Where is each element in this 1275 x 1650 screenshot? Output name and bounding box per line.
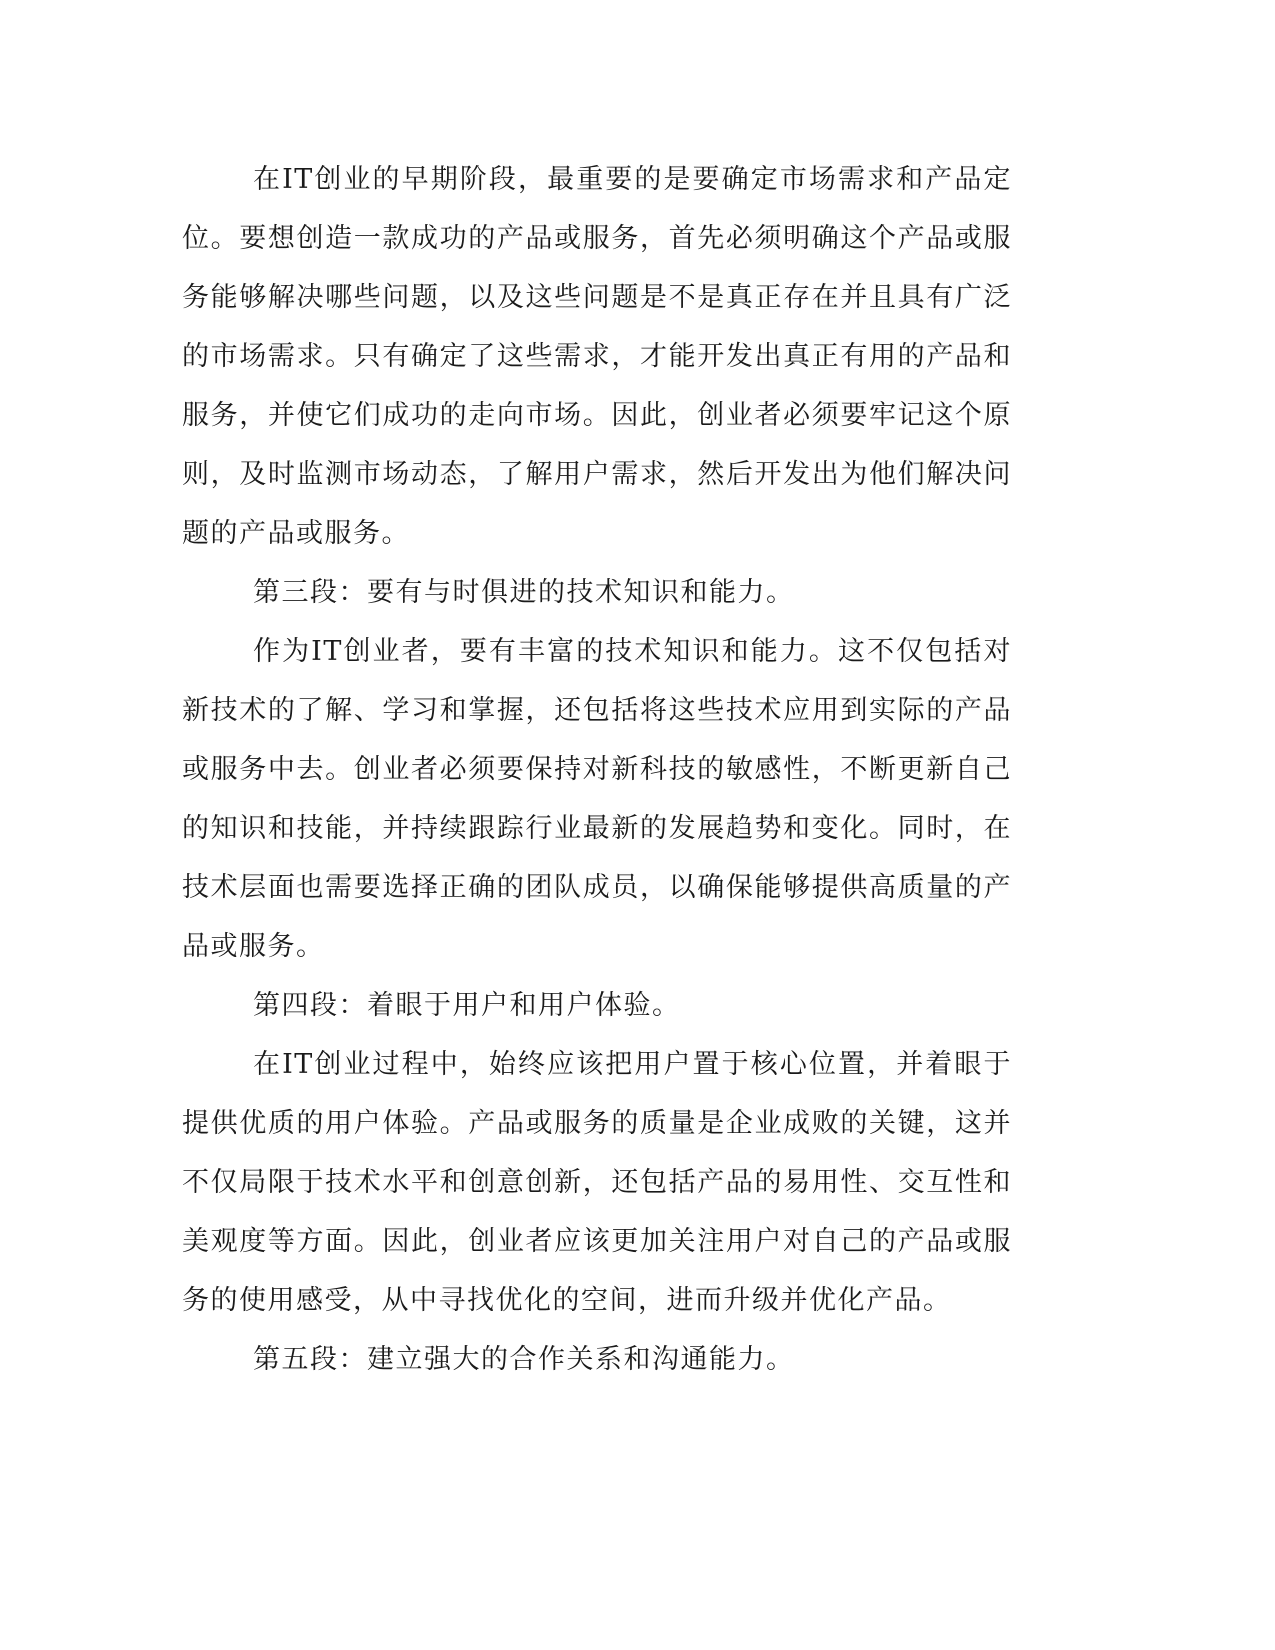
section-heading-4: 第四段：着眼于用户和用户体验。 — [253, 990, 681, 1021]
section-heading-5: 第五段：建立强大的合作关系和沟通能力。 — [253, 1344, 795, 1375]
section-heading-3: 第三段：要有与时俱进的技术知识和能力。 — [253, 577, 795, 608]
paragraph-user-experience: 在IT创业过程中，始终应该把用户置于核心位置，并着眼于提供优质的用户体验。产品或服务的质量是企业成败的关键，这并不仅局限于技术水平和创意创新，还包括产品的易用性、交互性和美观度等方面。因此，创业者应该更加关注用户对自己的产品或服务的使用感受，从中寻找优化的空间，进而升级并优化产品。 — [182, 1049, 1012, 1316]
paragraph-market-demand: 在IT创业的早期阶段，最重要的是要确定市场需求和产品定位。要想创造一款成功的产品或服务，首先必须明确这个产品或服务能够解决哪些问题，以及这些问题是不是真正存在并且具有广泛的市场需求。只有确定了这些需求，才能开发出真正有用的产品和服务，并使它们成功的走向市场。因此，创业者必须要牢记这个原则，及时监测市场动态，了解用户需求，然后开发出为他们解决问题的产品或服务。 — [182, 164, 1012, 549]
paragraph-technical-knowledge: 作为IT创业者，要有丰富的技术知识和能力。这不仅包括对新技术的了解、学习和掌握，还包括将这些技术应用到实际的产品或服务中去。创业者必须要保持对新科技的敏感性，不断更新自己的知识和技能，并持续跟踪行业最新的发展趋势和变化。同时，在技术层面也需要选择正确的团队成员，以确保能够提供高质量的产品或服务。 — [182, 636, 1012, 962]
document-body — [182, 150, 1012, 1389]
